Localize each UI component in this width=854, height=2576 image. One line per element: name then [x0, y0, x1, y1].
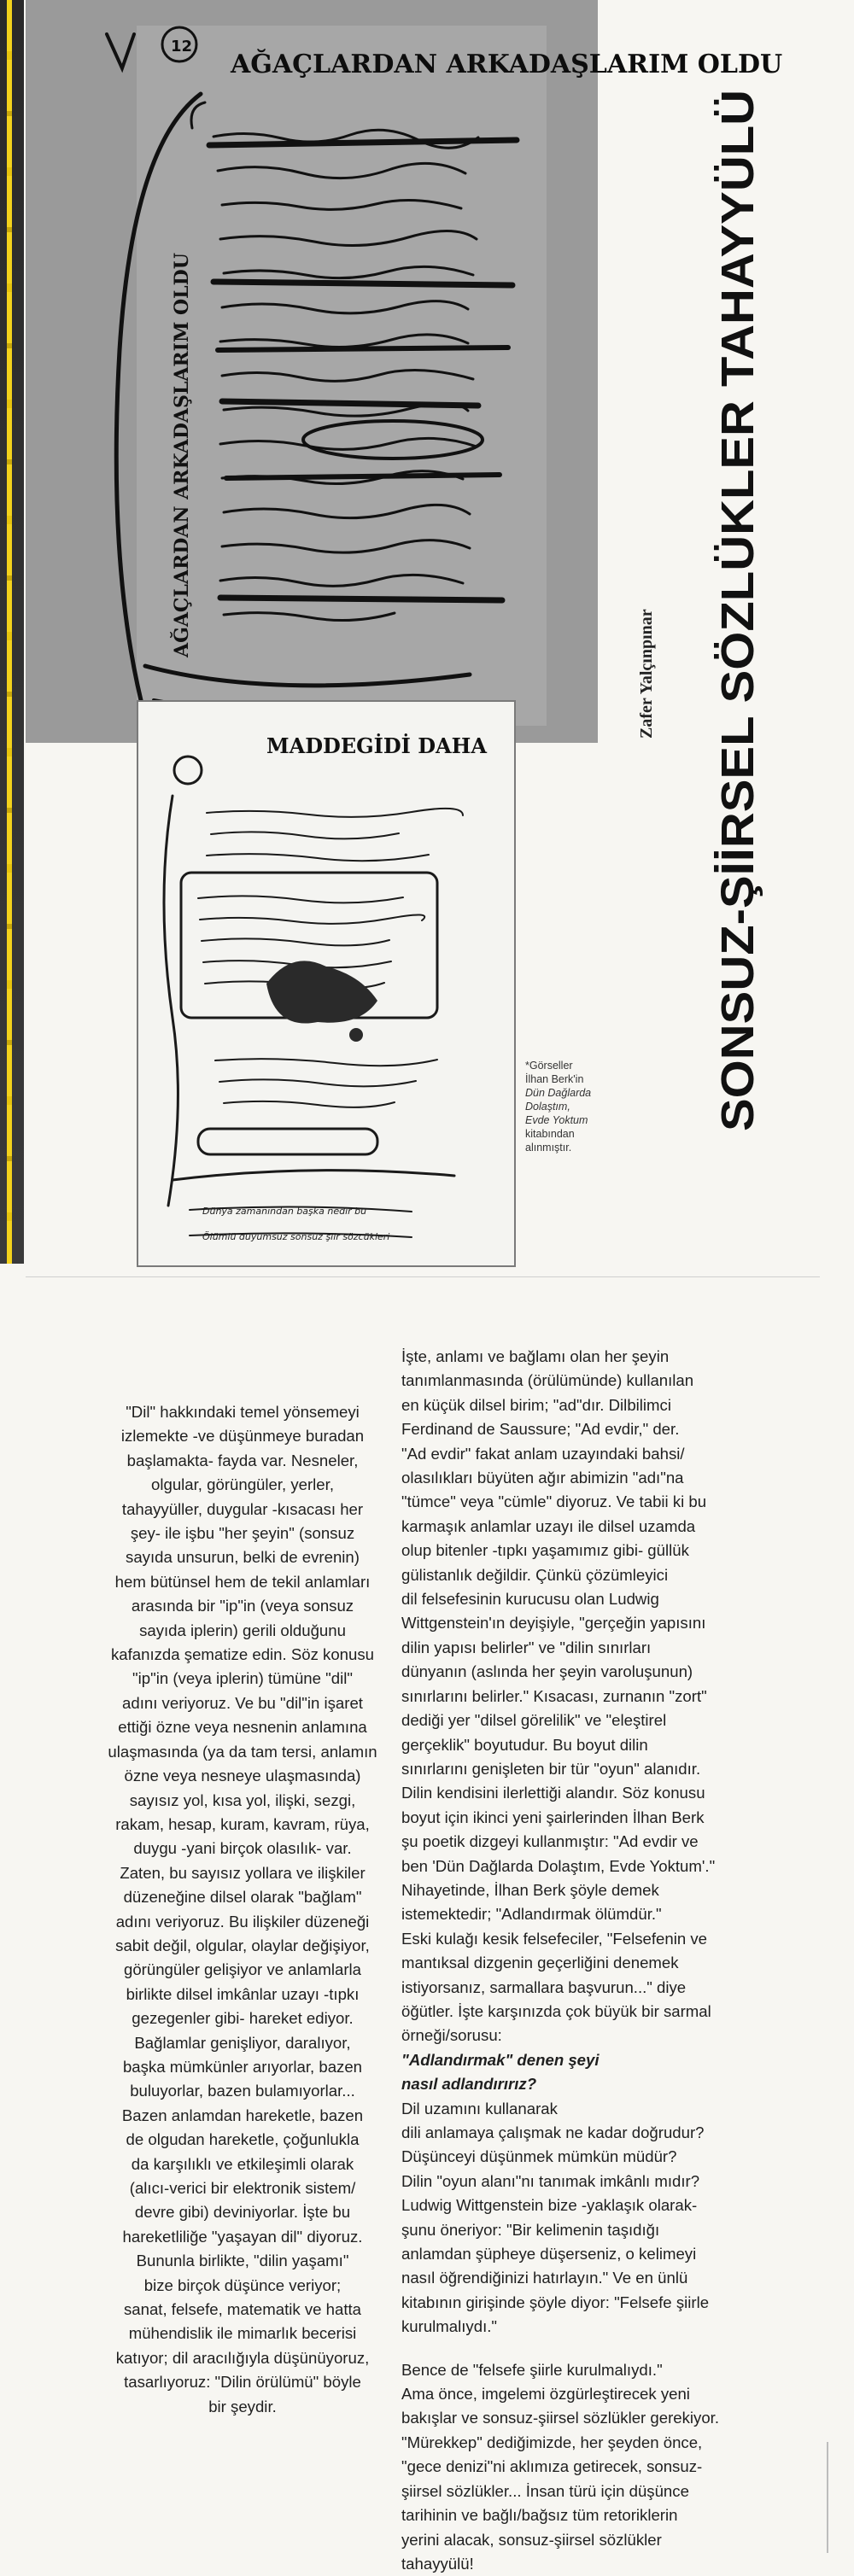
body-line: dediği yer "dilsel görelilik" ve "eleştirel: [401, 1711, 667, 1730]
page-edge-mark: [820, 2442, 835, 2553]
body-line: sayısız yol, kısa yol, ilişki, sezgi,: [129, 1790, 356, 1809]
body-line: mühendislik ile mimarlık becerisi: [128, 2324, 357, 2343]
body-line: "gece denizi"ni aklımıza getirecek, sonsuz-: [401, 2457, 703, 2476]
body-line: dilin yapısı belirler" ve "dilin sınırları: [401, 1638, 652, 1656]
body-line: buluyorlar, bazen bulamıyorlar...: [130, 2082, 355, 2100]
body-line: sınırlarını belirler." Kısacası, zurnanın "zort": [401, 1686, 707, 1705]
body-line: boyut için ikinci yeni şairlerinden İlhan Berk: [401, 1808, 705, 1826]
body-line: olgular, görüngüler, yerler,: [151, 1475, 334, 1494]
body-line: şu poetik dizgeyi kullanmıştır: "Ad evdir ve: [401, 1832, 699, 1851]
body-line: Dil uzamını kullanarak: [401, 2099, 558, 2117]
body-line: Bence de "felsefe şiirle kurulmalıydı.": [401, 2360, 663, 2379]
body-line: bakışlar ve sonsuz-şiirsel sözlükler gerekiyor.: [401, 2409, 720, 2427]
body-line: düzeneğine dilsel olarak "bağlam": [123, 1888, 362, 1907]
body-line: yerini alacak, sonsuz-şiirsel sözlükler: [401, 2530, 662, 2549]
body-line: birlikte dilsel imkânlar uzayı -tıpkı: [126, 1984, 360, 2003]
body-line: bir şeydir.: [208, 2397, 277, 2415]
body-line: tanımlanmasında (örülümünde) kullanılan: [401, 1371, 694, 1390]
body-line: arasında bir "ip"in (veya sonsuz: [131, 1597, 354, 1615]
body-paragraph: [401, 1345, 786, 2048]
body-line: ulaşmasında (ya da tam tersi, anlamın: [108, 1742, 377, 1761]
body-line: (alıcı-verici bir elektronik sistem/: [129, 2179, 356, 2197]
body-column-right: [401, 1345, 786, 2576]
body-line: Ferdinand de Saussure; "Ad evdir," der.: [401, 1420, 680, 1439]
caption-line: İlhan Berk'in: [525, 1073, 584, 1085]
body-line: anlamdan şüpheye düşerseniz, o kelimeyi: [401, 2245, 697, 2263]
article-title-vertical: [675, 81, 769, 1140]
body-line: kafanızda şematize edin. Söz konusu: [110, 1645, 374, 1664]
article-title: SONSUZ-ŞİİRSEL SÖZLÜKLER TAHAYYÜLÜ: [712, 161, 763, 1131]
body-line: karmaşık anlamlar uzayı ile dilsel uzamda: [401, 1516, 696, 1535]
body-line: kitabının girişinde şöyle diyor: "Felsefe şiirle: [401, 2293, 710, 2311]
body-line: tahayyülü!: [401, 2554, 474, 2573]
manuscript-page-number: 12: [171, 38, 193, 55]
body-line: başka mümkünler arıyorlar, bazen: [122, 2057, 363, 2076]
body-line: olup bitenler -tıpkı yaşamımız gibi- güllük: [401, 1541, 689, 1560]
body-line: izlemekte -ve düşünmeye buradan: [120, 1427, 365, 1446]
manuscript-scan-bottom: [137, 700, 516, 1267]
body-line: "Mürekkep" dediğimizde, her şeyden önce,: [401, 2433, 703, 2451]
body-line: katıyor; dil aracılığıyla düşünüyoruz,: [115, 2348, 370, 2367]
body-line: İşte, anlamı ve bağlamı olan her şeyin: [401, 1347, 670, 1365]
body-line: tasarlıyoruz: "Dilin örülümü" böyle: [124, 2373, 361, 2392]
body-line: tahayyüller, duygular -kısacası her: [121, 1499, 364, 1518]
body-line: bize birçok düşünce veriyor;: [143, 2275, 342, 2294]
image-caption: [525, 1059, 636, 1154]
body-line: hareketliliğe "yaşayan dil" diyoruz.: [122, 2227, 363, 2246]
body-line: "tümce" veya "cümle" diyoruz. Ve tabii ki bu: [401, 1492, 707, 1511]
body-line: tarihinin ve bağlı/bağsız tüm retoriklerin: [401, 2506, 678, 2525]
caption-line: alınmıştır.: [525, 1142, 572, 1154]
body-line: gezegenler gibi- hareket ediyor.: [132, 2009, 354, 2028]
body-line: "Dil" hakkındaki temel yönsemeyi: [126, 1403, 360, 1421]
body-line: "ip"in (veya iplerin) tümüne "dil": [132, 1669, 353, 1688]
caption-line: Evde Yoktum: [525, 1114, 588, 1126]
manuscript-bottom-footer-2: Ölümlü duyumsuz sonsuz şiir sözcükleri: [202, 1231, 390, 1242]
manuscript-top-headline: AĞAÇLARDAN ARKADAŞLARIM OLDU: [231, 50, 783, 79]
body-line: sanat, felsefe, matematik ve hatta: [123, 2300, 362, 2319]
body-line: hem bütünsel hem de tekil anlamları: [114, 1572, 371, 1591]
body-line: istiyorsanız, sarmallara başvurun..." diye: [401, 1977, 687, 1996]
body-line: Bağlamlar genişliyor, daralıyor,: [134, 2033, 351, 2052]
body-column-left: [94, 1400, 391, 2419]
body-line: rakam, hesap, kuram, kavram, rüya,: [115, 1814, 370, 1833]
body-line: dil felsefesinin kurucusu olan Ludwig: [401, 1590, 659, 1609]
body-line: dili anlamaya çalışmak ne kadar doğrudur?: [401, 2123, 705, 2141]
body-line: adını veriyoruz. Ve bu "dil"in işaret: [122, 1693, 363, 1712]
manuscript-bottom-headline: MADDEGİDİ DAHA: [266, 733, 487, 758]
body-line: nasıl öğrendiğinizi hatırlayın." Ve en ünlü: [401, 2269, 688, 2287]
body-line: Dilin kendisini ilerlettiği alandır. Söz konusu: [401, 1784, 705, 1802]
body-line: duygu -yani birçok olasılık- var.: [133, 1839, 352, 1858]
body-line: gülistanlık değildir. Çünkü çözümleyici: [401, 1565, 669, 1584]
body-line: özne veya nesneye ulaşmasında): [124, 1767, 361, 1785]
body-line: devre gibi) deviniyorlar. İşte bu: [134, 2203, 351, 2222]
body-line: başlamakta- fayda var. Nesneler,: [126, 1451, 359, 1469]
body-line: şey- ile işbu "her şeyin" (sonsuz: [130, 1524, 355, 1543]
caption-line: kitabından: [525, 1128, 575, 1140]
caption-line: Dolaştım,: [525, 1101, 570, 1113]
body-line: Düşünceyi düşünmek mümkün müdür?: [401, 2147, 677, 2166]
body-line: Zaten, bu sayısız yollara ve ilişkiler: [120, 1863, 366, 1882]
emphasis-text: "Adlandırmak" denen şeyi: [401, 2050, 600, 2069]
body-line: "Ad evdir" fakat anlam uzayındaki bahsi/: [401, 1444, 685, 1463]
body-line: gerçeklik" boyutudur. Bu boyut dilin: [401, 1735, 648, 1754]
body-line: istemektedir; "Adlandırmak ölümdür.": [401, 1905, 662, 1924]
body-line: en küçük dilsel birim; "ad"dır. Dilbilimci: [401, 1395, 671, 1414]
body-line: kurulmalıydı.": [401, 2317, 497, 2336]
body-line: öğütler. İşte karşınızda çok büyük bir sarmal: [401, 2001, 711, 2020]
body-line: mantıksal dizgenin geçerliğini denemek: [401, 1954, 679, 1972]
body-line: Dilin "oyun alanı"nı tanımak imkânlı mıdır?: [401, 2171, 700, 2190]
article-author-vertical: [628, 555, 662, 743]
body-line: şunu öneriyor: "Bir kelimenin taşıdığı: [401, 2220, 660, 2239]
caption-line: *Görseller: [525, 1060, 573, 1072]
body-paragraph: [401, 2097, 786, 2339]
section-divider: [26, 1276, 820, 1277]
manuscript-drawing-bottom: [138, 702, 514, 1265]
caption-line: Dün Dağlarda: [525, 1087, 592, 1099]
body-line: sayıda unsurun, belki de evrenin): [126, 1548, 360, 1567]
body-line: Ama önce, imgelemi özgürleştirecek yeni: [401, 2385, 690, 2404]
manuscript-side-text: AĞAÇLARDAN ARKADAŞLARIM OLDU: [171, 253, 193, 657]
body-line: görüngüler gelişiyor ve anlamlarla: [123, 1960, 362, 1979]
body-paragraph: [401, 2358, 786, 2576]
body-line: Eski kulağı kesik felsefeciler, "Felsefenin ve: [401, 1929, 707, 1948]
body-line: ettiği özne veya nesnenin anlamına: [118, 1718, 367, 1737]
body-line: örneği/sorusu:: [401, 2026, 502, 2045]
body-line: sınırlarını genişleten bir tür "oyun" alanıdır.: [401, 1759, 701, 1778]
body-line: Nihayetinde, İlhan Berk şöyle demek: [401, 1880, 659, 1899]
body-line: ben 'Dün Dağlarda Dolaştım, Evde Yoktum'.": [401, 1856, 716, 1875]
body-line: şiirsel sözlükler... İnsan türü için düşünce: [401, 2481, 689, 2500]
body-line: Ludwig Wittgenstein bize -yaklaşık olarak-: [401, 2196, 698, 2215]
binding-edge: [0, 0, 24, 1264]
body-line: adını veriyoruz. Bu ilişkiler düzeneği: [115, 1912, 370, 1931]
body-line: da karşılıklı ve etkileşimli olarak: [131, 2154, 354, 2173]
emphasis-text: nasıl adlandırırız?: [401, 2075, 537, 2094]
body-line: Wittgenstein'ın deyişiyle, "gerçeğin yapısını: [401, 1614, 706, 1633]
body-line: Bazen anlamdan hareketle, bazen: [121, 2106, 364, 2124]
body-line: sayıda iplerin) gerili olduğunu: [139, 1621, 346, 1639]
article-author: Zafer Yalçınpınar: [637, 609, 656, 739]
body-line: sabit değil, olgular, olaylar değişiyor,: [115, 1936, 370, 1954]
manuscript-bottom-footer-1: Dünya zamanından başka nedir bu: [202, 1206, 367, 1217]
body-line: dünyanın (aslında her şeyin varoluşunun): [401, 1662, 693, 1681]
body-line: olasılıkları büyüten ağır abimizin "adı"na: [401, 1469, 684, 1487]
body-line: de olgudan hareketle, çoğunlukla: [126, 2130, 360, 2149]
body-line: Bununla birlikte, "dilin yaşamı": [136, 2252, 349, 2270]
